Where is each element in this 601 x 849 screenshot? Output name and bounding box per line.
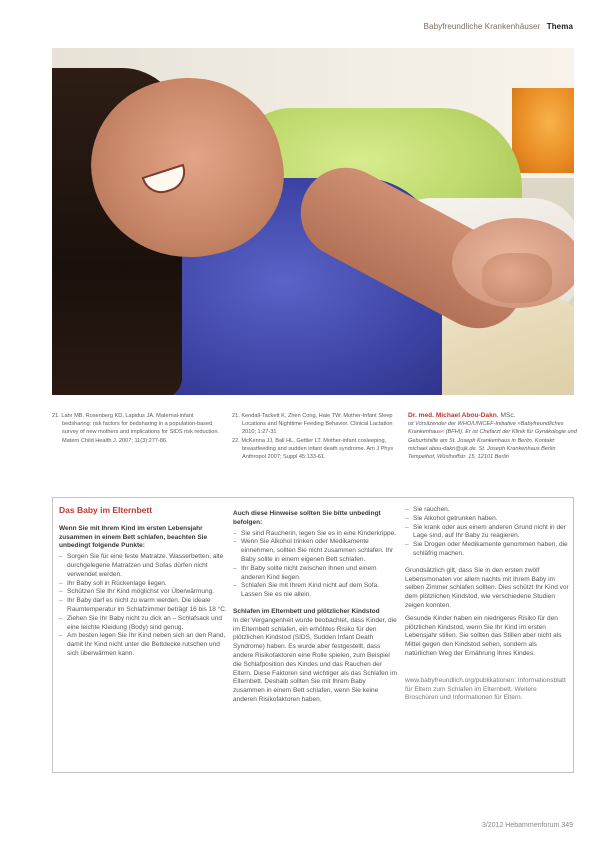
author-info: [408, 412, 578, 461]
box-list-1: [59, 553, 227, 659]
photo-hand: [482, 253, 552, 303]
list-item: – Sie Alkohol getrunken haben.: [405, 515, 569, 524]
list-item: – Ziehen Sie Ihr Baby nicht zu dick an – Schlafsack und eine leichte Kleidung (Body) sind genug.: [59, 615, 227, 633]
list-item: – Sorgen Sie für eine feste Matratze. Wasserbetten, alte durchgelegene Matratzen und Sofas dürfen nicht verwendet werden.: [59, 553, 227, 579]
list-item: – Sie sind Raucherin, legen Sie es in eine Kinderkrippe.: [233, 530, 399, 539]
list-item: – Ihr Baby soll in Rückenlage liegen.: [59, 580, 227, 589]
list-item: – Sie Drogen oder Medikamente genommen haben, die schläfrig machen.: [405, 541, 569, 559]
reference-item: 21. Kendall-Tackett K, Zhen Cong, Hale TW: Mother-Infant Sleep Locations and Nighttime Feeding Behavior. Clinical Lactation 2010; 1:27-31: [232, 413, 393, 436]
author-degree: , MSc.: [496, 412, 516, 419]
list-item: – Am besten legen Sie Ihr Kind neben sich an den Rand, damit Ihr Kind nicht unter die Bettdecke rutschen und sich überwärmen kann.: [59, 632, 227, 658]
box-title: Das Baby im Elternbett: [59, 505, 153, 515]
list-item: – Ihr Baby darf es nicht zu warm werden. Die ideale Raumtemperatur im Schlafzimmer beträgt 16 bis 18 °C.: [59, 597, 227, 615]
reference-item: 22. McKenna JJ, Ball HL, Gettler LT. Mother-infant cosleeping, breastfeeding and sudden infant death syndrome. Am J Phys Anthropol 2007; Suppl 45:133-61.: [232, 437, 394, 461]
box-column-2: [233, 498, 399, 709]
section-label: Babyfreundliche Krankenhäuser: [423, 22, 541, 31]
list-item: – Sie rauchen.: [405, 506, 569, 515]
info-box: [52, 497, 574, 773]
box-text: In der Vergangenheit wurde beobachtet, dass Kinder, die im Elternbett schlafen, ein erhöhtes Risiko für den plötzlichen Kindstod (SIDS, Sudden Infant Death Syndrome) haben. Es wurde aber festgestellt, dass andere Risikofaktoren eine Rolle spielen, zum Beispiel die Schlafposition des Kindes und das Rauchen der Eltern. Diese Faktoren sind wichtiger als das Schlafen im Elternbett. Deshalb sollten Sie mit Ihrem Baby zusammen in einem Bett schlafen, wenn Sie keine anderen Risikofaktoren haben.: [233, 616, 398, 703]
theme-label: Thema: [546, 22, 573, 31]
mother-baby-photo: [52, 48, 574, 395]
list-item: – Schützen Sie Ihr Kind möglichst vor Überwärmung.: [59, 588, 227, 597]
box-list-3: [405, 506, 569, 559]
box-paragraph-2: Gesunde Kinder haben ein niedrigeres Risiko für den plötzlichen Kindstod, wenn Sie Ihr Kind im ersten Lebensjahr stillen. Sie sollten das Stillen aber nicht als Mittel gegen den Kindstod sehen, sondern als natürlichen Weg der Ernährung Ihres Kindes.: [405, 614, 562, 657]
box-intro: Wenn Sie mit Ihrem Kind im ersten Lebensjahr zusammen in einem Bett schlafen, beachten Sie unbedingt folgende Punkte:: [59, 524, 208, 550]
list-item: – Ihr Baby sollte nicht zwischen Ihnen und einem anderen Kind liegen.: [233, 565, 399, 583]
references-col-1: [52, 412, 224, 445]
box-column-3: [405, 498, 569, 707]
list-item: – Sie krank oder aus einem anderen Grund nicht in der Lage sind, auf Ihr Baby zu reagieren.: [405, 524, 569, 542]
list-item: – Schlafen Sie mit Ihrem Kind nicht auf dem Sofa. Lassen Sie es nie allein.: [233, 582, 399, 600]
page-footer: 3/2012 Hebammenforum 349: [481, 822, 573, 829]
running-header: [424, 22, 573, 31]
box-column-1: [59, 498, 227, 659]
photo-lamp: [512, 88, 574, 173]
list-item: – Wenn Sie Alkohol trinken oder Medikamente einnehmen, sollten Sie nicht zusammen schlafen. Ihr Baby sollte in einem eigenen Bett schlafen.: [233, 538, 399, 564]
box-intro-2: Auch diese Hinweise sollten Sie bitte unbedingt befolgen:: [233, 510, 381, 526]
references-col-2: [232, 412, 402, 461]
reference-item: 21. Lahr MB, Rosenberg KD, Lapidus JA. Maternal-infant bedsharing: risk factors for bedsharing in a population-based survey of new mothers and implications for SIDS risk reduction. Matern Child Health J. 2007; 11(3):277-86.: [52, 413, 219, 444]
box-web-note: www.babyfreundlich.org/publikationen: Informationsblatt für Eltern zum Schlafen im Elternbett. Weitere Broschüren und Informationen für Eltern.: [405, 676, 566, 702]
box-paragraph-1: Grundsätzlich gilt, dass Sie in den ersten zwölf Lebensmonaten vor allem nachts mit Ihrem Baby im selben Zimmer schlafen sollten. Dies schützt Ihr Kind vor dem plötzlichen Kindstod, wie verschiedene Studien zeigen konnten.: [405, 566, 569, 609]
author-bio: ist Vorsitzender der WHO/UNICEF-Initiative »Babyfreundliches Krankenhaus« (BFHI). Er ist Chefarzt der Klinik für Gynäkologie und Geburtshilfe am St. Joseph Krankenhaus in Berlin. Kontakt: michael.abou-dakn@sjk.de. St. Joseph Krankenhaus Berlin Tempelhof, Wüsthoffstr. 15, 12101 Berlin: [408, 421, 577, 461]
box-list-2: [233, 530, 399, 600]
box-subtitle: Schlafen im Elternbett und plötzlicher Kindstod: [233, 607, 380, 615]
author-name: Dr. med. Michael Abou-Dakn: [408, 412, 497, 419]
